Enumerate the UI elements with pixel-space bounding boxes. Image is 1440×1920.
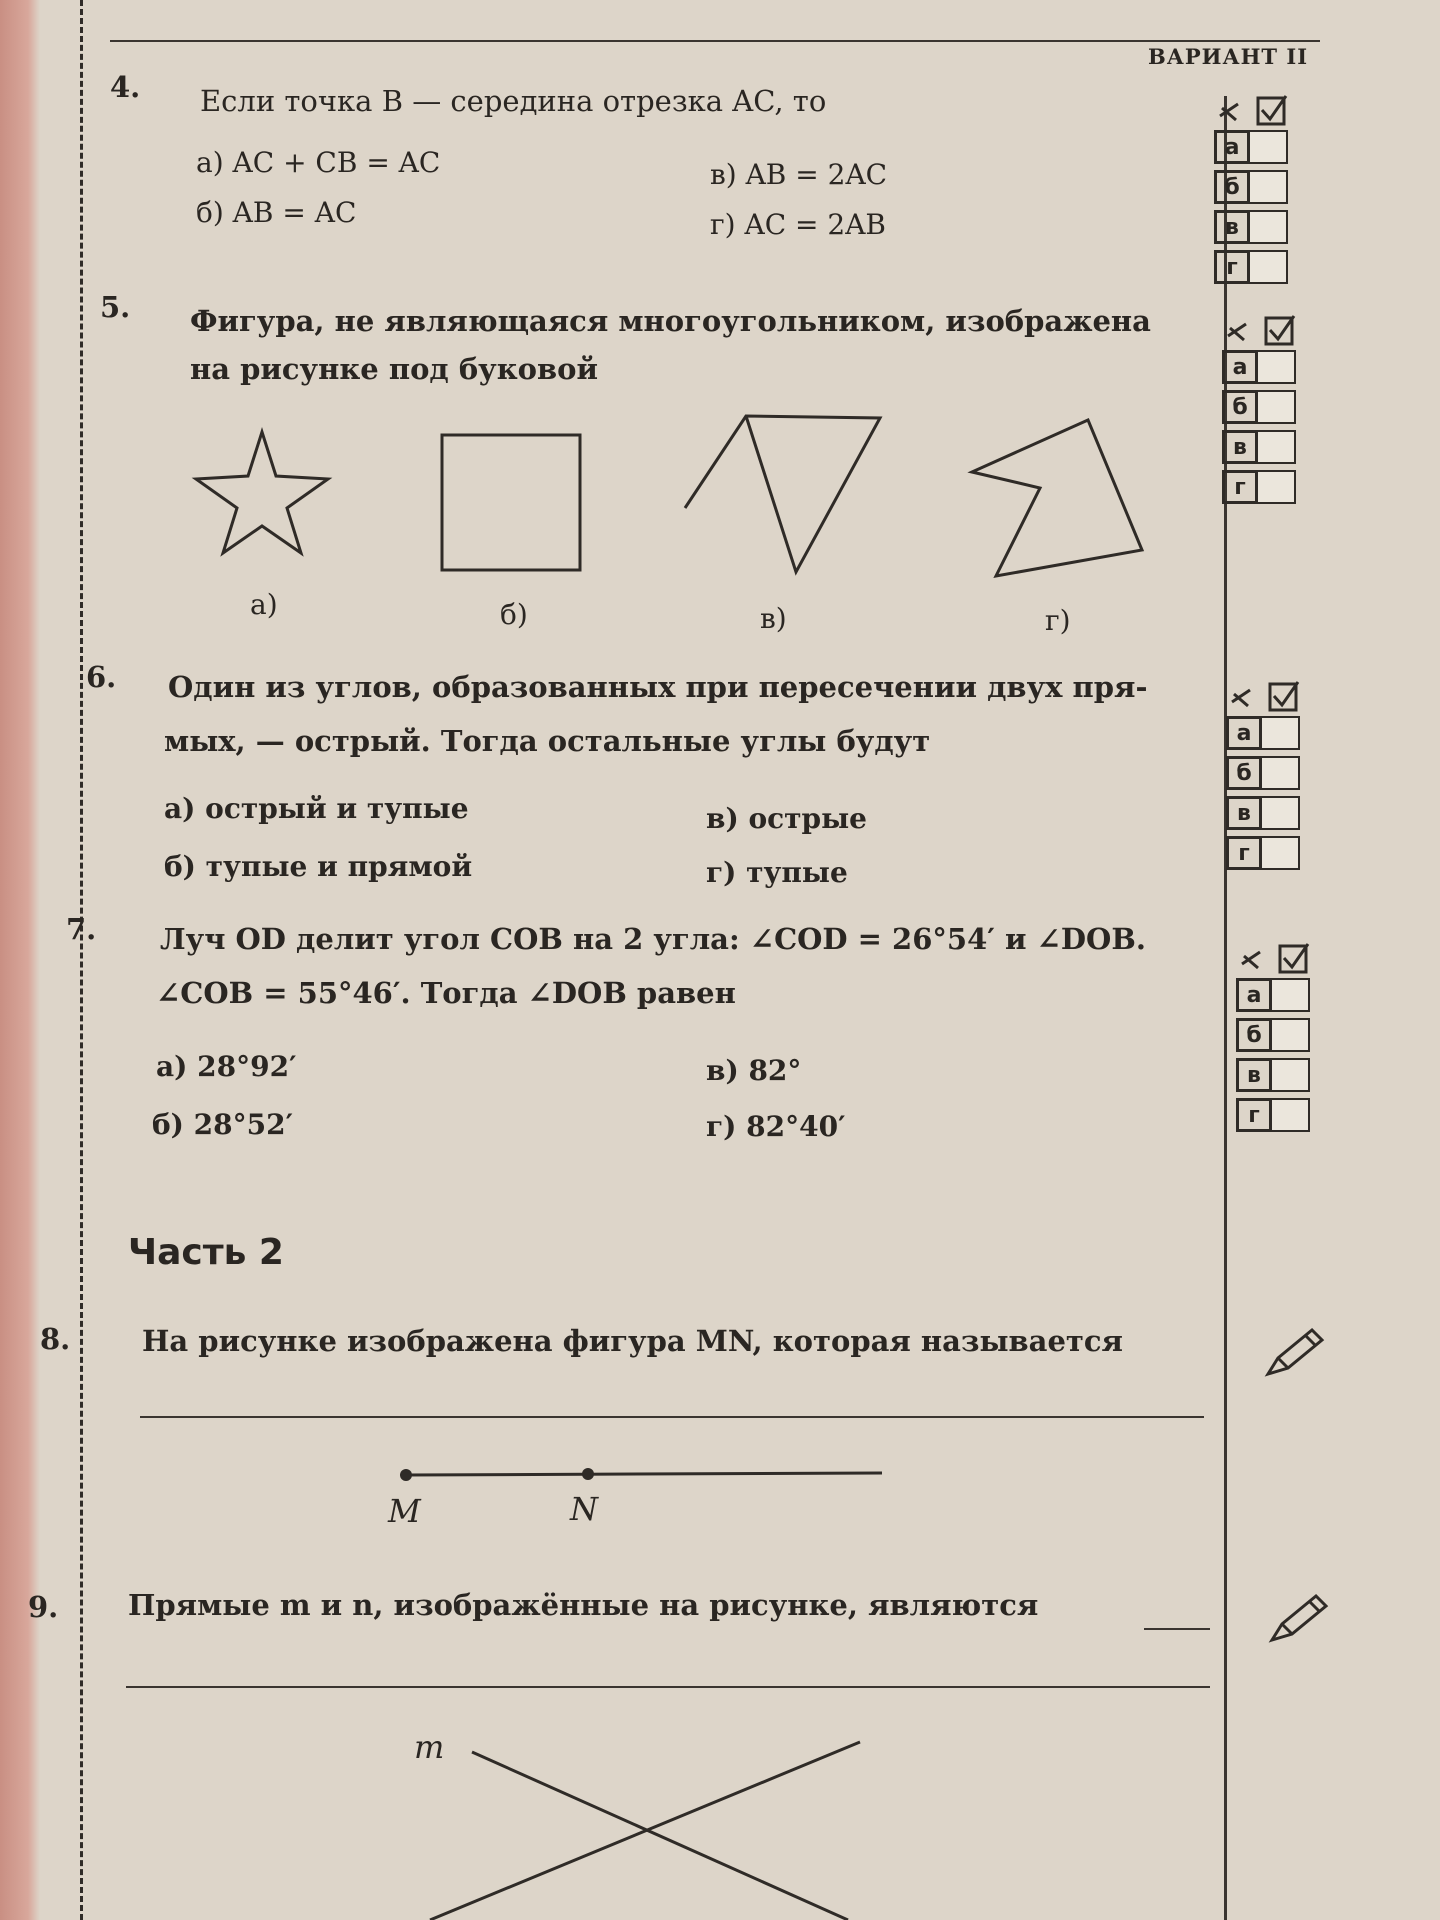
point-m-label: M [388, 1492, 421, 1530]
answer-letter: г [1222, 470, 1258, 504]
q7-option-b: б) 28°52′ [152, 1108, 293, 1141]
q4-number: 4. [110, 70, 141, 104]
q4-option-a: а) AC + CB = AC [196, 146, 441, 179]
q6-number: 6. [86, 660, 117, 694]
answer-letter: г [1236, 1098, 1272, 1132]
answer-letter: в [1236, 1058, 1272, 1092]
q7-option-v: в) 82° [706, 1054, 802, 1087]
q4-option-v: в) AB = 2AC [710, 158, 888, 191]
line-n [430, 1742, 860, 1920]
answer-letter: а [1236, 978, 1272, 1012]
q7-line1: Луч OD делит угол COB на 2 угла: ∠COD = 26°54′ и ∠DOB. [160, 922, 1146, 956]
q5-figure-label-v: в) [760, 602, 787, 635]
q5-figure-label-g: г) [1045, 604, 1071, 637]
answer-letter: б [1226, 756, 1262, 790]
q7-option-a: а) 28°92′ [156, 1050, 297, 1083]
q6-option-g: г) тупые [706, 856, 848, 889]
q5-figure-label-b: б) [500, 598, 528, 631]
answer-letter: а [1214, 130, 1250, 164]
q8-text: На рисунке изображена фигура MN, которая называется [142, 1324, 1123, 1358]
answer-letter: б [1236, 1018, 1272, 1052]
answer-letter: в [1222, 430, 1258, 464]
q6-option-v: в) острые [706, 802, 867, 835]
q4-text: Если точка B — середина отрезка AC, то [200, 84, 827, 118]
q5-figure-label-a: а) [250, 588, 278, 621]
answer-letter: а [1222, 350, 1258, 384]
q9-text: Прямые m и n, изображённые на рисунке, являются [128, 1588, 1039, 1622]
q7-option-g: г) 82°40′ [706, 1110, 846, 1143]
q6-line1: Один из углов, образованных при пересечении двух пря- [168, 670, 1148, 704]
variant-label: ВАРИАНТ II [1148, 44, 1309, 69]
q8-number: 8. [40, 1322, 71, 1356]
point-n-label: N [570, 1490, 598, 1528]
answer-letter: б [1222, 390, 1258, 424]
q5-number: 5. [100, 290, 131, 324]
answer-letter: г [1226, 836, 1262, 870]
q4-option-g: г) AC = 2AB [710, 208, 887, 241]
q6-option-b: б) тупые и прямой [164, 850, 473, 883]
answer-letter: а [1226, 716, 1262, 750]
q6-line2: мых, — острый. Тогда остальные углы будут [164, 724, 931, 758]
q9-number: 9. [28, 1590, 59, 1624]
q7-number: 7. [66, 912, 97, 946]
part2-title: Часть 2 [128, 1232, 284, 1273]
q7-line2: ∠COB = 55°46′. Тогда ∠DOB равен [156, 976, 736, 1010]
q4-option-b: б) AB = AC [196, 196, 357, 229]
answer-letter: в [1214, 210, 1250, 244]
q5-line1: Фигура, не являющаяся многоугольником, изображена [190, 304, 1151, 338]
q6-option-a: а) острый и тупые [164, 792, 469, 825]
line-m [472, 1752, 848, 1920]
answer-letter: г [1214, 250, 1250, 284]
q5-line2: на рисунке под буковой [190, 352, 599, 386]
line-m-label: m [414, 1728, 445, 1766]
answer-letter: в [1226, 796, 1262, 830]
answer-letter: б [1214, 170, 1250, 204]
